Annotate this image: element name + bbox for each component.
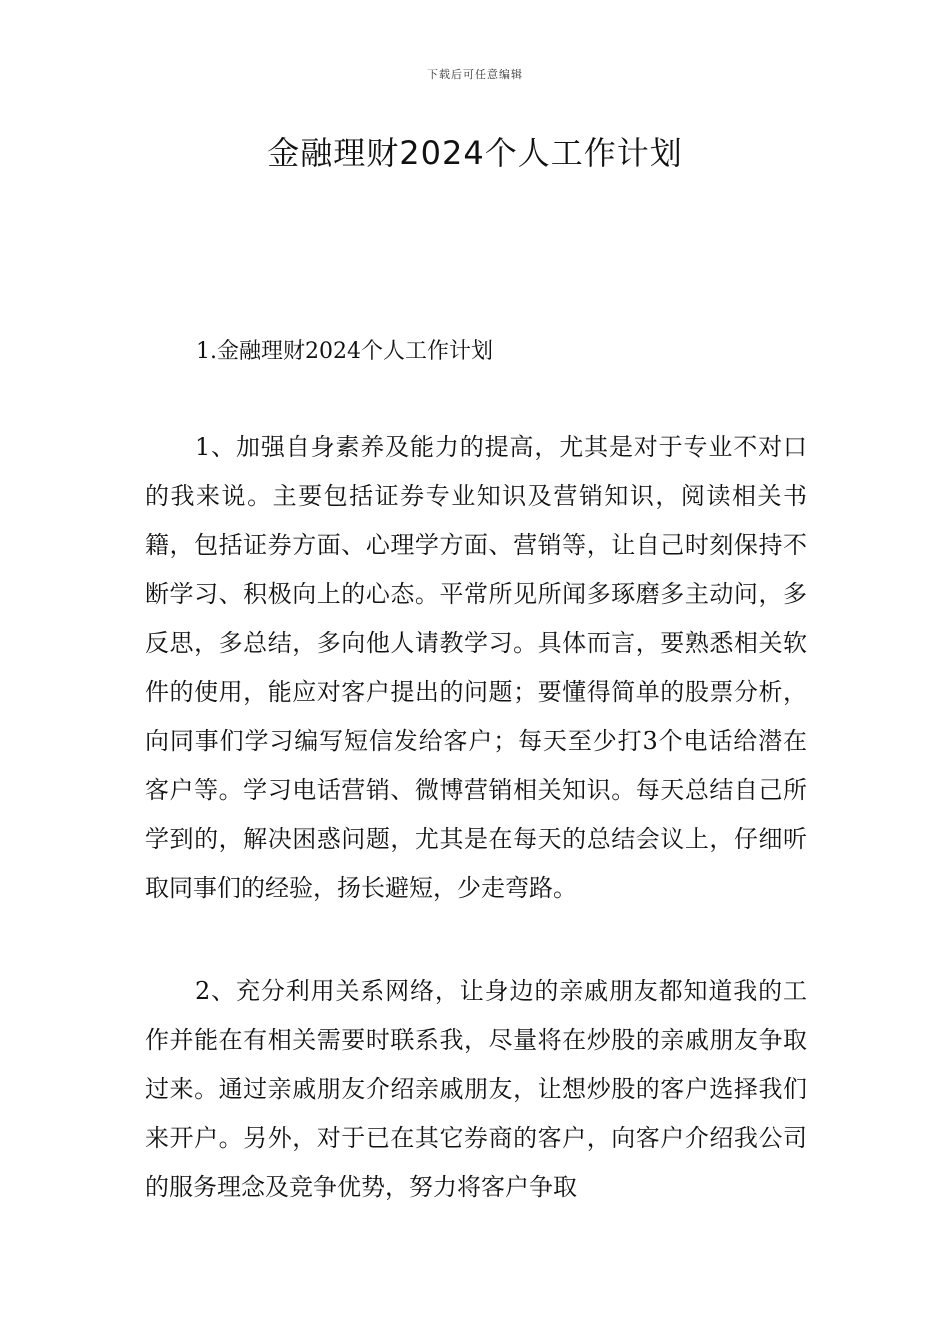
paragraph-1: 1、加强自身素养及能力的提高，尤其是对于专业不对口的我来说。主要包括证券专业知识及营销知识，阅读相关书籍，包括证券方面、心理学方面、营销等，让自己时刻保持不断学习、积极向上的心态。平常所见所闻多琢磨多主动问，多反思，多总结，多向他人请教学习。具体而言，要熟悉相关软件的使用，能应对客户提出的问题；要懂得简单的股票分析，向同事们学习编写短信发给客户；每天至少打3个电话给潜在客户等。学习电话营销、微博营销相关知识。每天总结自己所学到的，解决困惑问题，尤其是在每天的总结会议上，仔细听取同事们的经验，扬长避短，少走弯路。 [145,433,807,902]
document-title: 金融理财2024个人工作计划 [267,134,683,172]
section-heading: 1.金融理财2024个人工作计划 [196,339,493,364]
download-editable-note: 下载后可任意编辑 [427,68,523,81]
paragraph-2: 2、充分利用关系网络，让身边的亲戚朋友都知道我的工作并能在有相关需要时联系我，尽量将在炒股的亲戚朋友争取过来。通过亲戚朋友介绍亲戚朋友，让想炒股的客户选择我们来开户。另外，对于已在其它券商的客户，向客户介绍我公司的服务理念及竞争优势，努力将客户争取 [145,977,807,1201]
